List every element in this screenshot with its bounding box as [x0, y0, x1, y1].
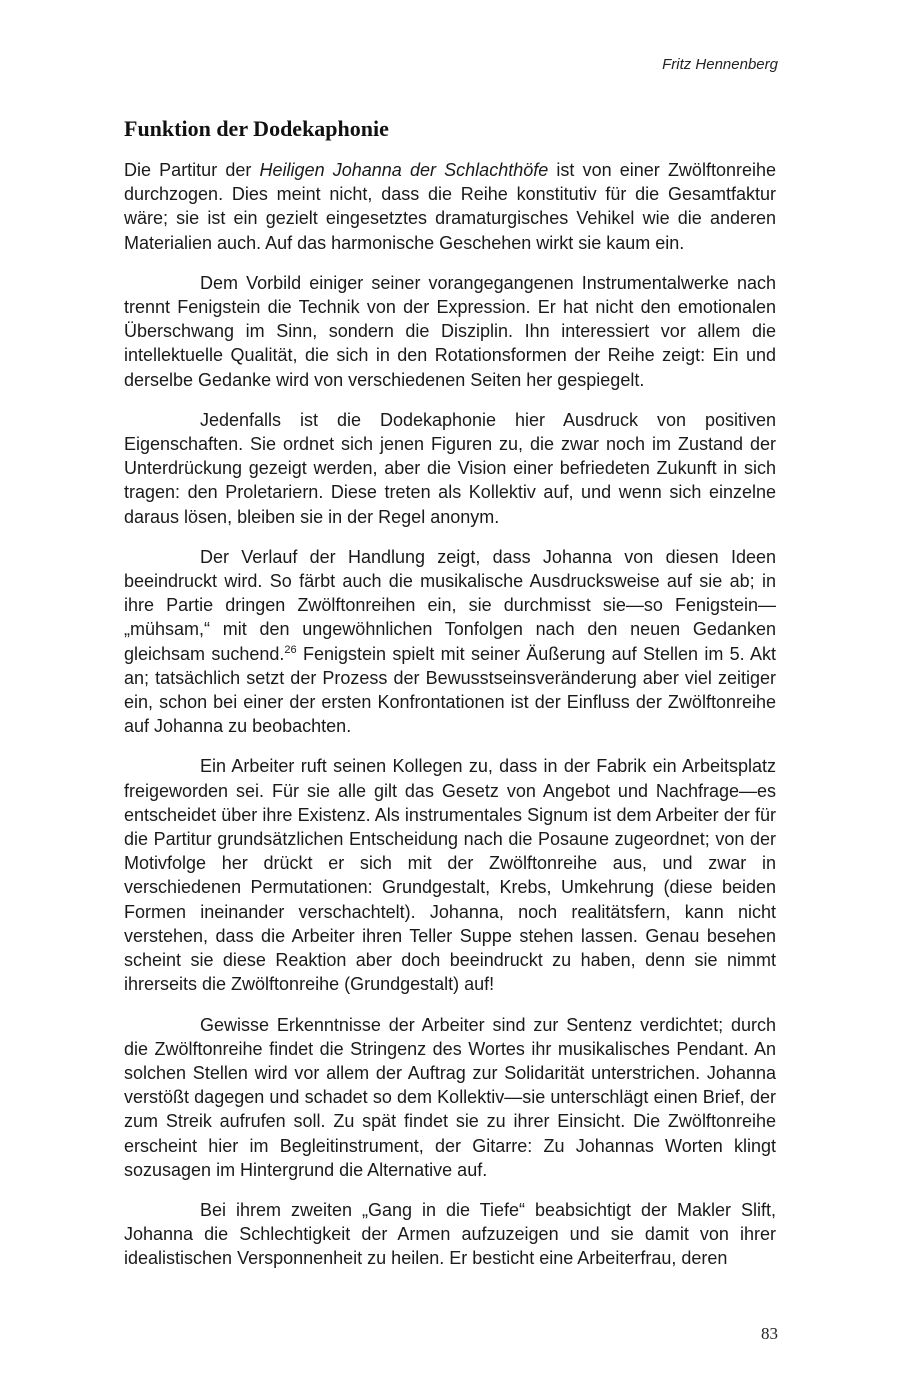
paragraph-2: Dem Vorbild einiger seiner vorangegangenen Instrumentalwerke nach trennt Fenigstein die Technik von der Expression. Er hat nicht den emotionalen Überschwang im Sinn, sondern die Disziplin. Ihn interessiert vor allem die intellektuelle Qualität, die sich in den Rotationsformen der Reihe zeigt: Ein und derselbe Gedanke wird von verschiedenen Seiten her gespiegelt. — [124, 272, 776, 390]
paragraph-7: Bei ihrem zweiten „Gang in die Tiefe“ beabsichtigt der Makler Slift, Johanna die Schlechtigkeit der Armen aufzuzeigen und sie damit von ihrer idealistischen Versponnenheit zu heilen. Er besticht eine Arbeiterfrau, deren — [124, 1199, 776, 1269]
section-heading: Funktion der Dodekaphonie — [124, 116, 389, 141]
paragraph-3: Jedenfalls ist die Dodekaphonie hier Ausdruck von positiven Eigenschaften. Sie ordnet sich jenen Figuren zu, die zwar noch im Zustand der Unterdrückung gezeigt werden, aber die Vision einer befriedeten Zukunft in sich tragen: den Proletariern. Diese treten als Kollektiv auf, und wenn sich einzelne daraus lösen, bleiben sie in der Regel anonym. — [124, 409, 776, 527]
paragraph-1 — [124, 158, 776, 255]
paragraph-4-text-a: Der Verlauf der Handlung zeigt, dass Johanna von diesen Ideen beeindruckt wird. So färbt auch die musikalische Ausdrucksweise auf sie ab; in ihre Partie dringen Zwölftonreihen ein, sie durchmisst sie—so Fenigstein—„mühsam,“ mit den ungewöhnlichen Tonfolgen nach den neuen Gedanken gleichsam suchend. — [124, 546, 776, 664]
body-text — [124, 158, 776, 1287]
work-title: Heiligen Johanna der Schlachthöfe — [259, 160, 549, 180]
running-head-author: Fritz Hennenberg — [662, 56, 778, 73]
paragraph-1-text-c: ist von einer Zwölftonreihe durchzogen. Dies meint nicht, dass die Reihe konstitutiv für die Gesamtfaktur wäre; sie ist ein gezielt eingesetztes dramaturgisches Vehikel wie die anderen Materialien auch. Auf das harmonische Geschehen wirkt sie kaum ein. — [124, 160, 776, 253]
footnote-reference[interactable]: 26 — [284, 643, 297, 656]
paragraph-4 — [124, 545, 776, 739]
page-number: 83 — [761, 1324, 778, 1343]
paragraph-4-text-b: Fenigstein spielt mit seiner Äußerung auf Stellen im 5. Akt an; tatsächlich setzt der Prozess der Bewusstseinsveränderung aber viel zeitiger ein, schon bei einer der ersten Konfrontationen ist der Einfluss der Zwölftonreihe auf Johanna zu beobachten. — [124, 643, 776, 737]
paragraph-6: Gewisse Erkenntnisse der Arbeiter sind zur Sentenz verdichtet; durch die Zwölftonreihe findet die Stringenz des Wortes ihr musikalisches Pendant. An solchen Stellen wird vor allem der Auftrag zur Solidarität unterstrichen. Johanna verstößt dagegen und schadet so dem Kollektiv—sie unterschlägt einen Brief, der zum Streik aufrufen soll. Zu spät findet sie zu ihrer Einsicht. Die Zwölftonreihe erscheint hier im Begleitinstrument, der Gitarre: Zu Johannas Worten klingt sozusagen im Hintergrund die Alternative auf. — [124, 1014, 776, 1180]
paragraph-5: Ein Arbeiter ruft seinen Kollegen zu, dass in der Fabrik ein Arbeitsplatz freigeworden sei. Für sie alle gilt das Gesetz von Angebot und Nachfrage—es entscheidet über ihre Existenz. Als instrumentales Signum ist dem Arbeiter der für die Partitur grundsätzlichen Entscheidung nach die Posaune zugeordnet; von der Motivfolge her drückt er sich mit der Zwölftonreihe aus, und zwar in verschiedenen Permutationen: Grundgestalt, Krebs, Umkehrung (diese beiden Formen ineinander verschachtelt). Johanna, noch realitätsfern, kann nicht verstehen, dass die Arbeiter ihren Teller Suppe stehen lassen. Genau besehen scheint sie diese Reaktion aber doch beeindruckt zu haben, denn sie nimmt ihrerseits die Zwölftonreihe (Grundgestalt) auf! — [124, 756, 776, 995]
paragraph-1-text-a: Die Partitur der — [124, 160, 260, 180]
